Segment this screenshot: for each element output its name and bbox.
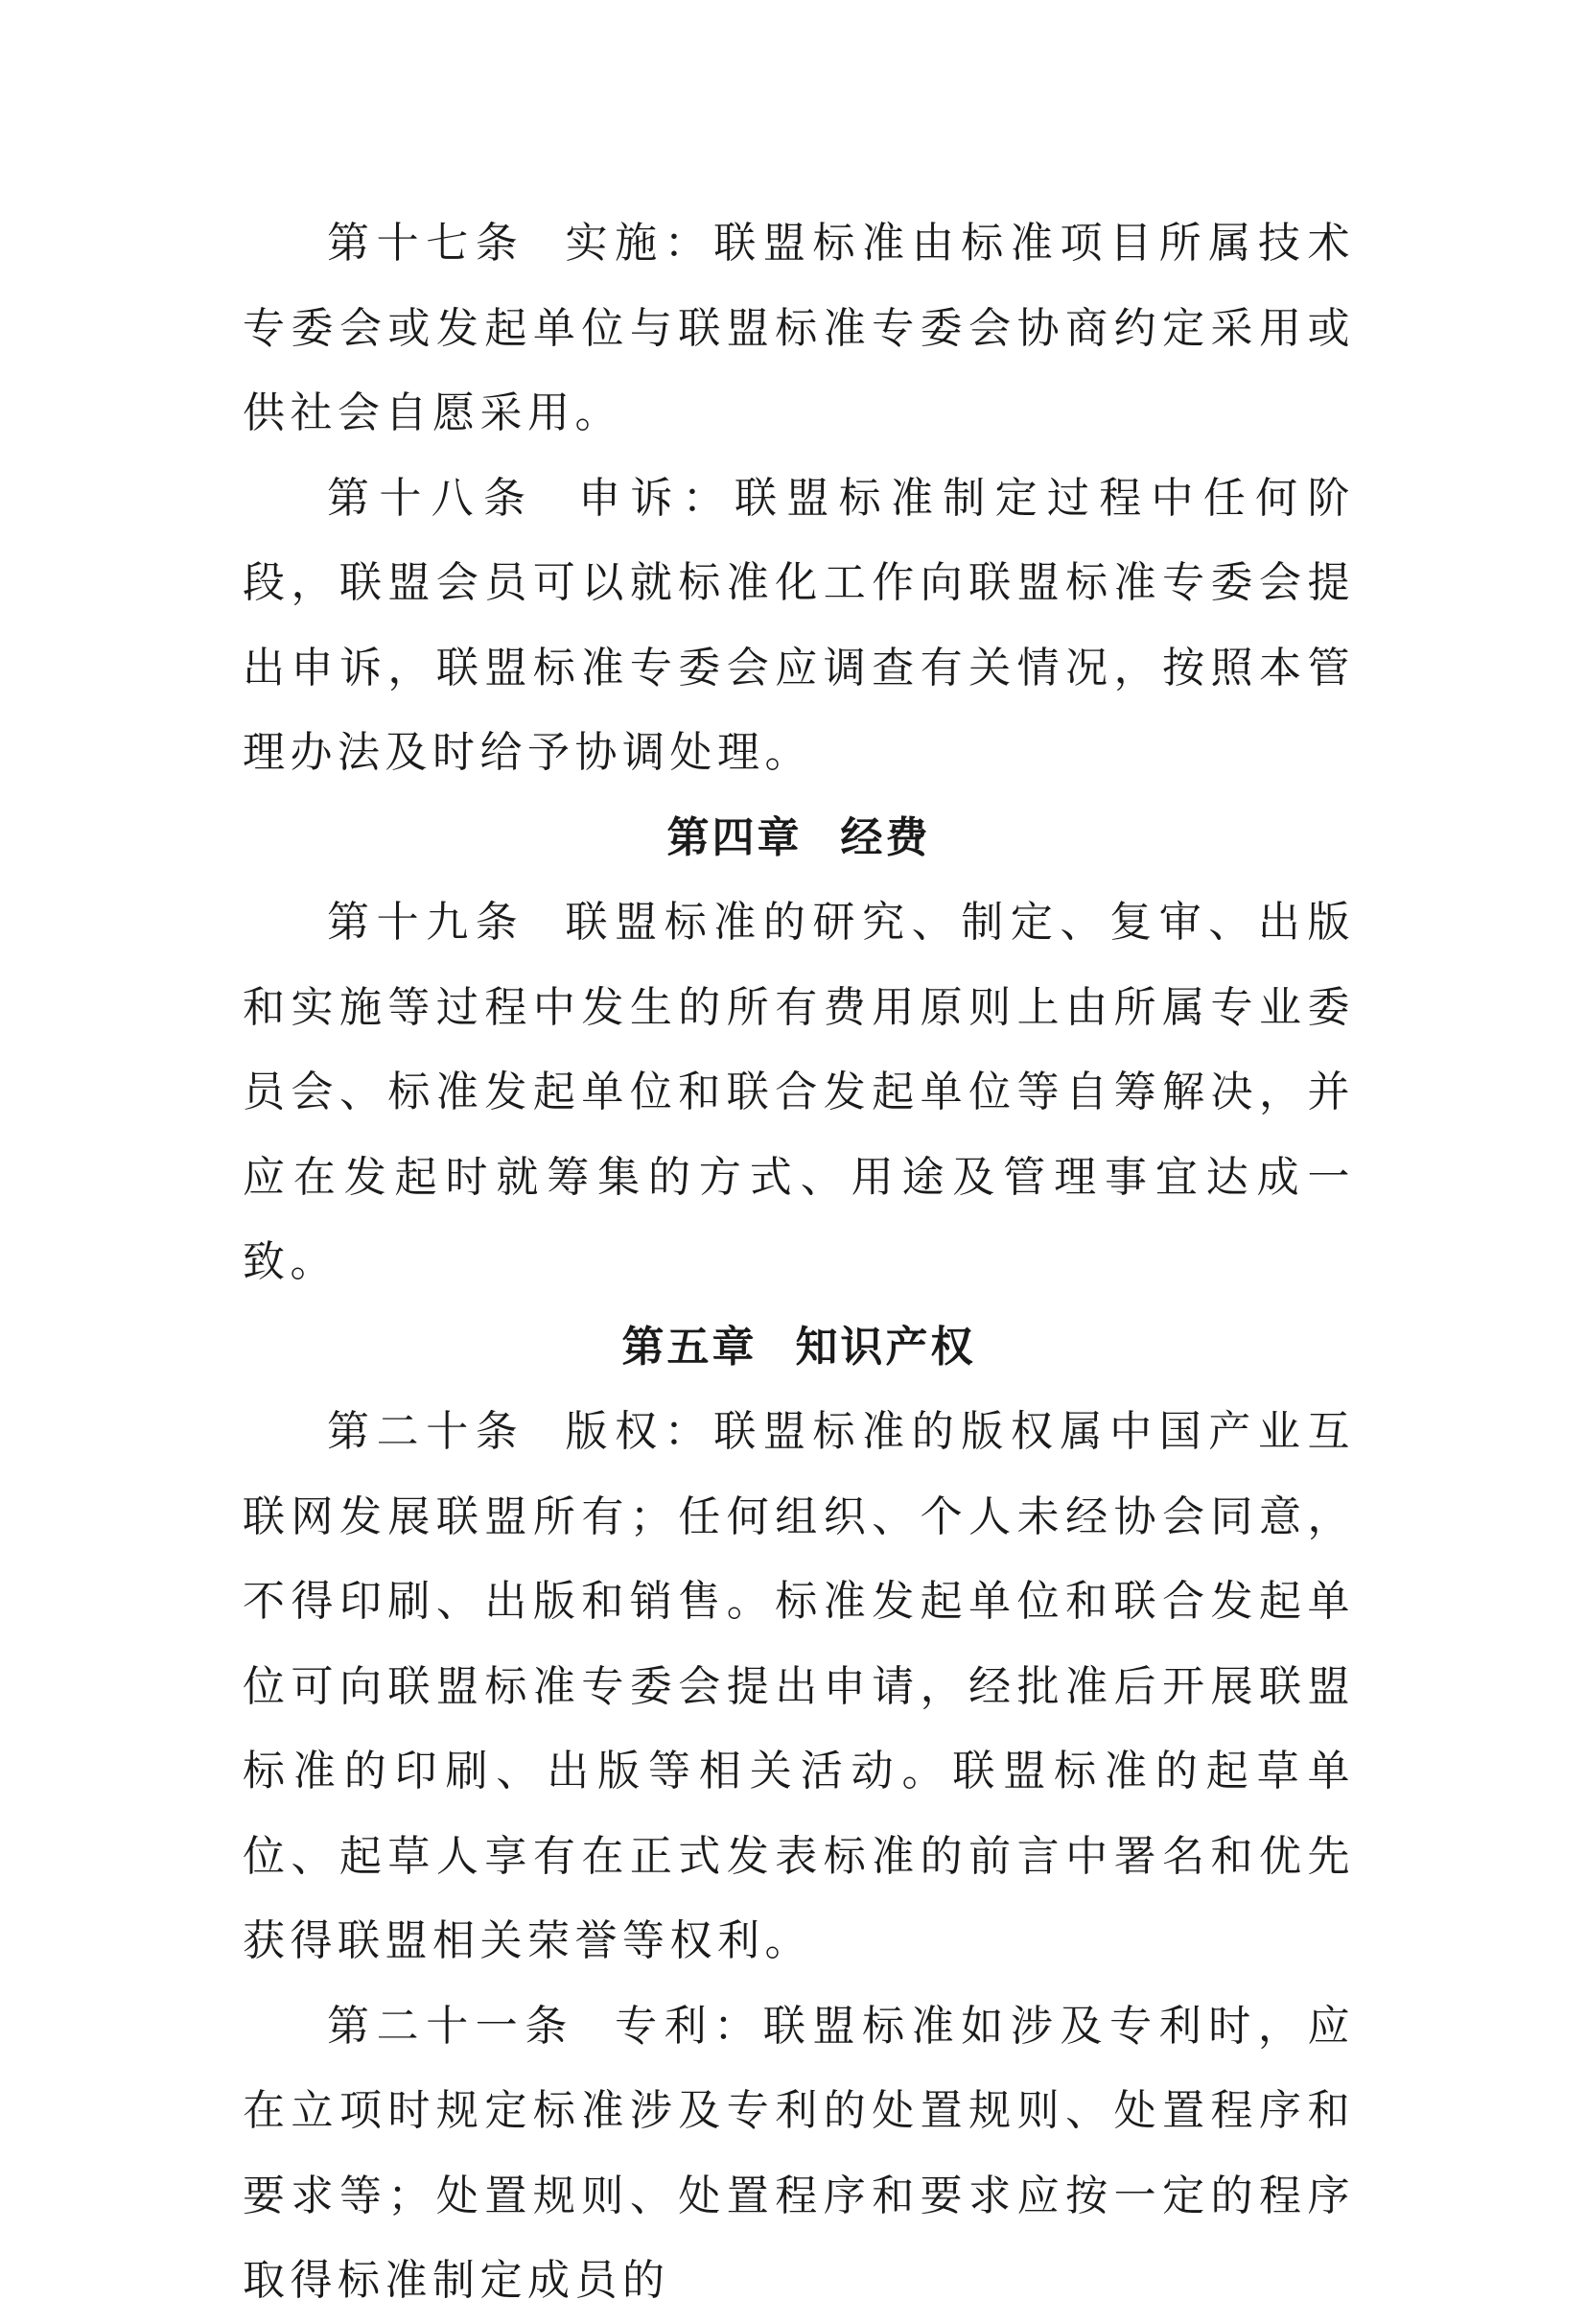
document-body — [243, 201, 1355, 2324]
article-19 — [243, 880, 1355, 1305]
article-17 — [243, 201, 1355, 457]
article-20 — [243, 1390, 1355, 1984]
article-heading: 第二十一条 — [327, 2001, 574, 2051]
chapter-4-heading — [243, 796, 1355, 881]
article-text: 申诉：联盟标准制定过程中任何阶段，联盟会员可以就标准化工作向联盟标准专委会提出申诉，联盟标准专委会应调查有关情况，按照本管理办法及时给予协调处理。 — [243, 473, 1356, 777]
article-text: 联盟标准的研究、制定、复审、出版和实施等过程中发生的所有费用原则上由所属专业委员会、标准发起单位和联合发起单位等自筹解决，并应在发起时就筹集的方式、用途及管理事宜达成一致。 — [243, 898, 1356, 1286]
chapter-number: 第五章 — [621, 1322, 758, 1372]
article-18 — [243, 457, 1355, 796]
article-heading: 第十九条 — [327, 898, 525, 947]
article-heading: 第十七条 — [327, 219, 525, 268]
article-21 — [243, 1984, 1355, 2324]
article-text: 版权：联盟标准的版权属中国产业互联网发展联盟所有；任何组织、个人未经协会同意，不得印刷、出版和销售。标准发起单位和联合发起单位可向联盟标准专委会提出申请，经批准后开展联盟标准的印刷、出版等相关活动。联盟标准的起草单位、起草人享有在正式发表标准的前言中署名和优先获得联盟相关荣誉等权利。 — [243, 1407, 1356, 1965]
chapter-title: 知识产权 — [795, 1322, 976, 1372]
chapter-title: 经费 — [840, 812, 931, 862]
article-text: 专利：联盟标准如涉及专利时，应在立项时规定标准涉及专利的处置规则、处置程序和要求等；处置规则、处置程序和要求应按一定的程序取得标准制定成员的 — [243, 2001, 1355, 2305]
article-heading: 第二十条 — [327, 1407, 525, 1456]
article-text: 实施：联盟标准由标准项目所属技术专委会或发起单位与联盟标准专委会协商约定采用或供社会自愿采用。 — [243, 219, 1356, 437]
chapter-number: 第四章 — [666, 812, 803, 862]
chapter-5-heading — [243, 1305, 1355, 1391]
article-heading: 第十八条 — [327, 473, 536, 523]
